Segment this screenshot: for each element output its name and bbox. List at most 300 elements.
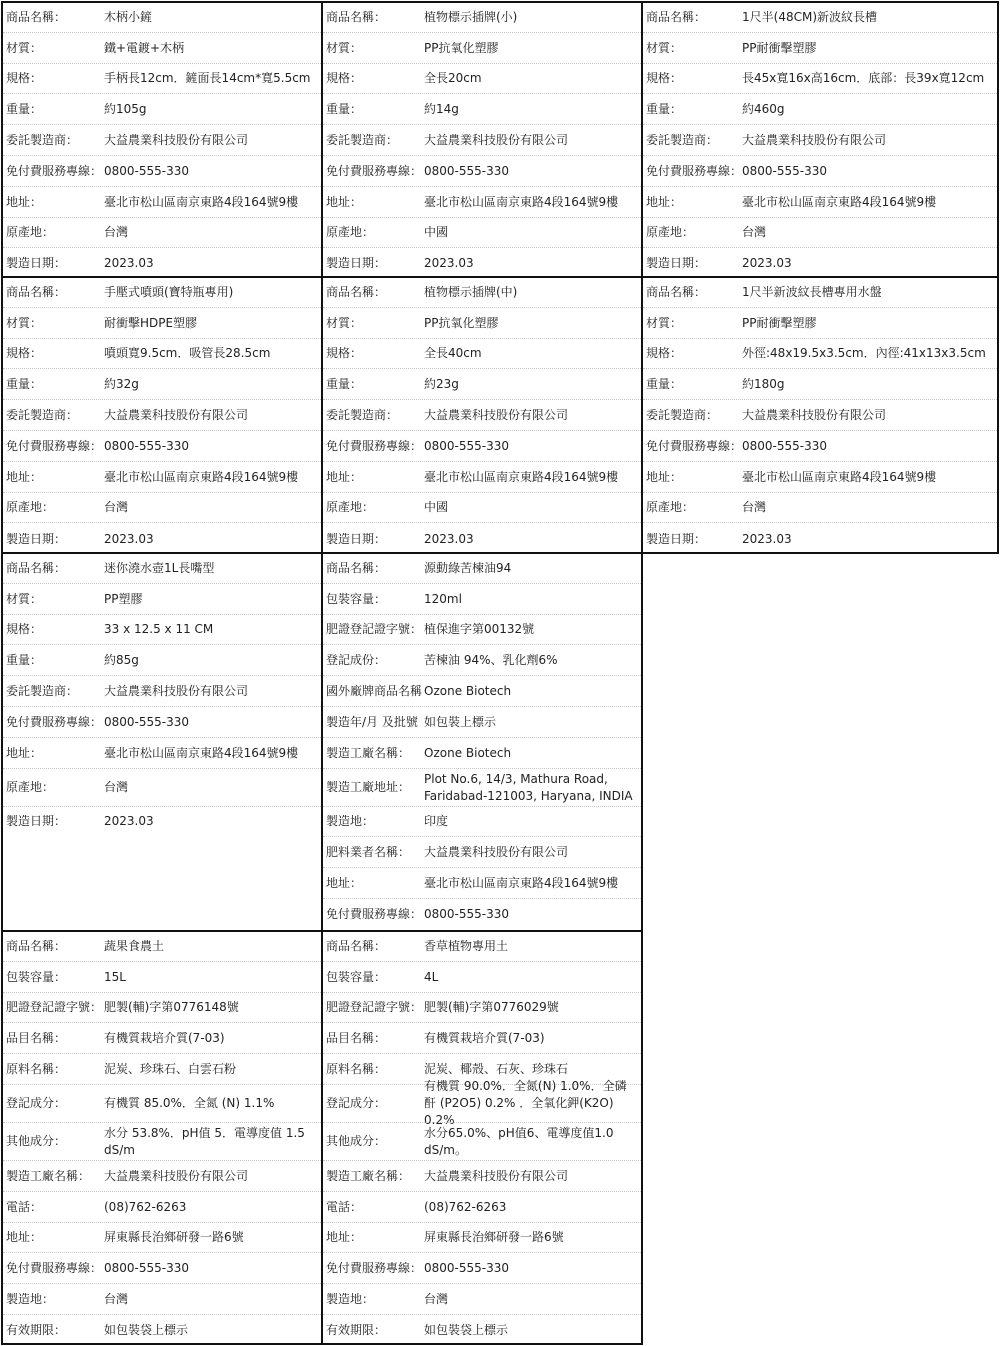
spec-label: 材質： bbox=[326, 40, 363, 55]
spec-value: 大益農業科技股份有限公司 bbox=[104, 1168, 249, 1183]
spec-row bbox=[323, 645, 641, 676]
spec-label: 重量： bbox=[6, 102, 43, 117]
spec-row bbox=[323, 187, 641, 218]
spec-label: 地址： bbox=[326, 469, 363, 484]
spec-value: 印度 bbox=[424, 814, 449, 829]
spec-label: 商品名稱： bbox=[326, 285, 387, 300]
spec-value: 台灣 bbox=[104, 1292, 129, 1307]
spec-row bbox=[323, 584, 641, 615]
spec-row bbox=[323, 962, 641, 993]
spec-row bbox=[3, 1123, 321, 1161]
spec-label: 電話： bbox=[6, 1199, 43, 1214]
spec-row bbox=[643, 400, 997, 431]
spec-value: 0800-555-330 bbox=[104, 714, 190, 729]
spec-label: 商品名稱： bbox=[6, 10, 67, 25]
spec-label: 規格： bbox=[646, 346, 683, 361]
spec-row bbox=[323, 993, 641, 1024]
spec-row bbox=[323, 462, 641, 493]
spec-row bbox=[323, 1253, 641, 1284]
spec-label: 登記成分： bbox=[6, 1096, 67, 1111]
spec-label: 免付費服務專線： bbox=[6, 163, 103, 178]
spec-row bbox=[3, 431, 321, 462]
spec-label: 製造工廠名稱： bbox=[6, 1168, 91, 1183]
spec-label: 製造工廠地址： bbox=[326, 780, 411, 795]
spec-row bbox=[643, 156, 997, 187]
spec-label: 商品名稱： bbox=[646, 10, 707, 25]
spec-row bbox=[3, 1161, 321, 1192]
spec-label: 原產地： bbox=[6, 780, 55, 795]
spec-value: 長45x寬16x高16cm．底部：長39x寬12cm bbox=[742, 71, 985, 86]
spec-value: 33 x 12.5 x 11 CM bbox=[104, 622, 214, 637]
spec-row bbox=[643, 3, 997, 33]
spec-value: 大益農業科技股份有限公司 bbox=[424, 408, 569, 423]
spec-value: (08)762-6263 bbox=[104, 1199, 187, 1214]
spec-value: 木柄小鏟 bbox=[104, 10, 153, 25]
spec-value: 大益農業科技股份有限公司 bbox=[424, 1168, 569, 1183]
spec-value: 植保進字第00132號 bbox=[424, 622, 535, 637]
spec-label: 製造地： bbox=[326, 1292, 375, 1307]
spec-value: 香草植物專用土 bbox=[424, 939, 509, 954]
spec-label: 商品名稱： bbox=[326, 10, 387, 25]
spec-label: 材質： bbox=[646, 40, 683, 55]
spec-label: 製造日期： bbox=[326, 256, 387, 271]
spec-value: 約14g bbox=[424, 102, 459, 117]
spec-label: 品目名稱： bbox=[6, 1031, 67, 1046]
spec-label: 免付費服務專線： bbox=[326, 438, 423, 453]
spec-value: 2023.03 bbox=[104, 814, 154, 829]
spec-row bbox=[323, 1315, 641, 1346]
spec-row bbox=[3, 64, 321, 95]
spec-row bbox=[323, 64, 641, 95]
spec-label: 原產地： bbox=[6, 500, 55, 515]
spec-label: 品目名稱： bbox=[326, 1031, 387, 1046]
spec-label: 免付費服務專線： bbox=[6, 714, 103, 729]
spec-row bbox=[323, 899, 641, 930]
product-card-p7 bbox=[1, 552, 323, 932]
spec-row bbox=[3, 218, 321, 249]
spec-label: 商品名稱： bbox=[326, 939, 387, 954]
spec-value: 臺北市松山區南京東路4段164號9樓 bbox=[424, 876, 619, 891]
spec-label: 材質： bbox=[6, 315, 43, 330]
product-card-p2 bbox=[321, 1, 643, 278]
spec-label: 免付費服務專線： bbox=[326, 906, 423, 921]
spec-value: 植物標示插牌(小) bbox=[424, 10, 518, 25]
spec-row bbox=[643, 278, 997, 308]
spec-row bbox=[323, 125, 641, 156]
spec-row bbox=[323, 1079, 641, 1128]
spec-value: 如包裝袋上標示 bbox=[104, 1322, 189, 1337]
spec-value: 有機質 85.0%．全氮 (N) 1.1% bbox=[104, 1096, 275, 1111]
spec-row bbox=[643, 369, 997, 400]
spec-value: (08)762-6263 bbox=[424, 1199, 507, 1214]
spec-label: 商品名稱： bbox=[646, 285, 707, 300]
spec-label: 肥料業者名稱： bbox=[326, 845, 411, 860]
spec-row bbox=[323, 493, 641, 524]
spec-label: 委託製造商： bbox=[6, 684, 79, 699]
spec-label: 包裝容量： bbox=[326, 591, 387, 606]
spec-row bbox=[323, 369, 641, 400]
spec-label: 規格： bbox=[6, 622, 43, 637]
spec-label: 國外廠牌商品名稱 bbox=[326, 684, 423, 699]
spec-label: 規格： bbox=[646, 71, 683, 86]
spec-label: 其他成分： bbox=[6, 1134, 67, 1149]
spec-value: 0800-555-330 bbox=[424, 163, 510, 178]
spec-row bbox=[643, 493, 997, 524]
spec-value: 2023.03 bbox=[742, 531, 792, 546]
spec-value: 臺北市松山區南京東路4段164號9樓 bbox=[742, 469, 937, 484]
spec-value: 肥製(輔)字第0776148號 bbox=[104, 1000, 239, 1015]
spec-row bbox=[3, 308, 321, 339]
spec-label: 免付費服務專線： bbox=[6, 1261, 103, 1276]
spec-row bbox=[3, 615, 321, 646]
spec-label: 材質： bbox=[6, 591, 43, 606]
spec-label: 免付費服務專線： bbox=[326, 1261, 423, 1276]
spec-label: 有效期限： bbox=[6, 1322, 67, 1337]
spec-value: 0800-555-330 bbox=[424, 906, 510, 921]
spec-label: 原產地： bbox=[326, 225, 375, 240]
spec-value: 0800-555-330 bbox=[104, 163, 190, 178]
spec-value: Ozone Biotech bbox=[424, 745, 512, 760]
spec-value: PP抗氧化塑膠 bbox=[424, 315, 499, 330]
spec-value: 大益農業科技股份有限公司 bbox=[104, 684, 249, 699]
spec-label: 免付費服務專線： bbox=[326, 163, 423, 178]
spec-row bbox=[323, 3, 641, 33]
spec-value: 臺北市松山區南京東路4段164號9樓 bbox=[104, 745, 299, 760]
spec-row bbox=[3, 369, 321, 400]
spec-label: 委託製造商： bbox=[326, 133, 399, 148]
spec-row bbox=[3, 962, 321, 993]
spec-row bbox=[323, 769, 641, 807]
product-card-p9 bbox=[1, 930, 323, 1345]
spec-label: 地址： bbox=[646, 194, 683, 209]
spec-label: 委託製造商： bbox=[646, 408, 719, 423]
spec-row bbox=[643, 248, 997, 279]
spec-row bbox=[3, 523, 321, 555]
spec-value: 1尺半新波紋長槽專用水盤 bbox=[742, 285, 882, 300]
spec-label: 委託製造商： bbox=[6, 408, 79, 423]
spec-value: 約23g bbox=[424, 377, 459, 392]
spec-label: 委託製造商： bbox=[646, 133, 719, 148]
spec-label: 材質： bbox=[6, 40, 43, 55]
spec-value: 臺北市松山區南京東路4段164號9樓 bbox=[104, 194, 299, 209]
spec-label: 製造日期： bbox=[6, 814, 67, 829]
spec-label: 規格： bbox=[326, 71, 363, 86]
spec-row bbox=[3, 462, 321, 493]
spec-row bbox=[3, 1315, 321, 1346]
spec-value: 水分65.0%、pH值6、電導度值1.0 dS/m。 bbox=[424, 1125, 614, 1157]
spec-row bbox=[643, 33, 997, 64]
spec-label: 登記成份： bbox=[326, 653, 387, 668]
spec-value: 臺北市松山區南京東路4段164號9樓 bbox=[424, 469, 619, 484]
spec-label: 肥證登記證字號： bbox=[326, 622, 423, 637]
spec-row bbox=[3, 1192, 321, 1223]
spec-row bbox=[323, 400, 641, 431]
spec-value: 苦楝油 94%、乳化劑6% bbox=[424, 653, 558, 668]
spec-row bbox=[323, 738, 641, 769]
spec-label: 地址： bbox=[326, 876, 363, 891]
spec-value: 全長40cm bbox=[424, 346, 482, 361]
spec-row bbox=[643, 339, 997, 370]
spec-value: 2023.03 bbox=[104, 256, 154, 271]
spec-row bbox=[3, 993, 321, 1024]
spec-label: 電話： bbox=[326, 1199, 363, 1214]
spec-row bbox=[3, 493, 321, 524]
product-card-p4 bbox=[1, 276, 323, 554]
spec-label: 地址： bbox=[326, 194, 363, 209]
spec-row bbox=[3, 769, 321, 807]
spec-row bbox=[3, 707, 321, 738]
spec-value: 肥製(輔)字第0776029號 bbox=[424, 1000, 559, 1015]
spec-label: 商品名稱： bbox=[6, 285, 67, 300]
spec-label: 地址： bbox=[646, 469, 683, 484]
spec-label: 重量： bbox=[6, 377, 43, 392]
spec-value: 約105g bbox=[104, 102, 147, 117]
spec-label: 免付費服務專線： bbox=[6, 438, 103, 453]
spec-label: 地址： bbox=[6, 1230, 43, 1245]
spec-label: 重量： bbox=[6, 653, 43, 668]
spec-row bbox=[323, 1123, 641, 1161]
spec-row bbox=[643, 218, 997, 249]
spec-value: 大益農業科技股份有限公司 bbox=[424, 845, 569, 860]
spec-value: 2023.03 bbox=[742, 256, 792, 271]
spec-row bbox=[3, 1023, 321, 1054]
spec-value: 0800-555-330 bbox=[104, 1261, 190, 1276]
spec-row bbox=[643, 523, 997, 555]
spec-row bbox=[323, 707, 641, 738]
product-card-p6 bbox=[641, 276, 999, 554]
product-card-p8 bbox=[321, 552, 643, 932]
spec-label: 包裝容量： bbox=[326, 969, 387, 984]
spec-label: 免付費服務專線： bbox=[646, 163, 742, 178]
spec-row bbox=[3, 248, 321, 279]
spec-value: 泥炭、椰殼、石灰、珍珠石 bbox=[424, 1062, 569, 1077]
spec-row bbox=[3, 645, 321, 676]
spec-value: 源動綠苦楝油94 bbox=[424, 561, 512, 576]
spec-value: 噴頭寬9.5cm．吸管長28.5cm bbox=[104, 346, 271, 361]
spec-row bbox=[3, 584, 321, 615]
spec-label: 肥證登記證字號： bbox=[326, 1000, 423, 1015]
spec-label: 規格： bbox=[6, 346, 43, 361]
spec-value: 大益農業科技股份有限公司 bbox=[424, 133, 569, 148]
spec-label: 免付費服務專線： bbox=[646, 438, 742, 453]
spec-value: 15L bbox=[104, 969, 126, 984]
spec-row bbox=[3, 156, 321, 187]
spec-label: 登記成分： bbox=[326, 1096, 387, 1111]
spec-row bbox=[3, 3, 321, 33]
spec-label: 製造日期： bbox=[646, 256, 707, 271]
spec-row bbox=[323, 1192, 641, 1223]
spec-row bbox=[323, 156, 641, 187]
spec-row bbox=[323, 308, 641, 339]
spec-label: 委託製造商： bbox=[326, 408, 399, 423]
spec-label: 製造工廠名稱： bbox=[326, 1168, 411, 1183]
spec-value: 蔬果食農土 bbox=[104, 939, 165, 954]
spec-label: 其他成分： bbox=[326, 1134, 387, 1149]
spec-value: 臺北市松山區南京東路4段164號9樓 bbox=[104, 469, 299, 484]
spec-value: 台灣 bbox=[104, 225, 129, 240]
spec-row bbox=[323, 807, 641, 838]
spec-value: 0800-555-330 bbox=[742, 438, 828, 453]
spec-value: 屏東縣長治鄉研發一路6號 bbox=[104, 1230, 244, 1245]
spec-label: 地址： bbox=[326, 1230, 363, 1245]
spec-label: 有效期限： bbox=[326, 1322, 387, 1337]
spec-row bbox=[323, 615, 641, 646]
spec-value: 0800-555-330 bbox=[742, 163, 828, 178]
spec-label: 地址： bbox=[6, 745, 43, 760]
spec-value: 泥炭、珍珠石、白雲石粉 bbox=[104, 1062, 237, 1077]
spec-value: Ozone Biotech bbox=[424, 684, 512, 699]
spec-value: PP塑膠 bbox=[104, 591, 143, 606]
product-card-p10 bbox=[321, 930, 643, 1345]
spec-value: 0800-555-330 bbox=[424, 1261, 510, 1276]
spec-row bbox=[323, 248, 641, 279]
spec-label: 製造日期： bbox=[646, 531, 707, 546]
spec-row bbox=[323, 932, 641, 962]
spec-label: 製造工廠名稱： bbox=[326, 745, 411, 760]
spec-row bbox=[323, 523, 641, 555]
spec-row bbox=[3, 125, 321, 156]
spec-value: 約32g bbox=[104, 377, 139, 392]
spec-row bbox=[3, 1253, 321, 1284]
spec-value: 如包裝袋上標示 bbox=[424, 1322, 509, 1337]
spec-label: 地址： bbox=[6, 194, 43, 209]
spec-value: 台灣 bbox=[424, 1292, 449, 1307]
spec-value: 2023.03 bbox=[424, 256, 474, 271]
spec-row bbox=[3, 1223, 321, 1254]
spec-value: 大益農業科技股份有限公司 bbox=[104, 133, 249, 148]
spec-value: 全長20cm bbox=[424, 71, 482, 86]
spec-value: 約460g bbox=[742, 102, 785, 117]
spec-row bbox=[323, 218, 641, 249]
product-card-p3 bbox=[641, 1, 999, 278]
spec-row bbox=[323, 1284, 641, 1315]
spec-value: 手壓式噴頭(寶特瓶專用) bbox=[104, 285, 234, 300]
spec-value: 臺北市松山區南京東路4段164號9樓 bbox=[742, 194, 937, 209]
spec-value: 2023.03 bbox=[424, 531, 474, 546]
spec-label: 商品名稱： bbox=[6, 561, 67, 576]
spec-label: 製造日期： bbox=[6, 531, 67, 546]
spec-label: 原產地： bbox=[6, 225, 55, 240]
spec-row bbox=[643, 431, 997, 462]
spec-label: 材質： bbox=[646, 315, 683, 330]
spec-row bbox=[323, 837, 641, 868]
spec-row bbox=[323, 1161, 641, 1192]
spec-row bbox=[3, 554, 321, 584]
spec-label: 規格： bbox=[326, 346, 363, 361]
spec-label: 規格： bbox=[6, 71, 43, 86]
spec-label: 原產地： bbox=[326, 500, 375, 515]
spec-value: 屏東縣長治鄉研發一路6號 bbox=[424, 1230, 564, 1245]
spec-row bbox=[643, 125, 997, 156]
spec-row bbox=[3, 400, 321, 431]
spec-row bbox=[323, 278, 641, 308]
product-card-p5 bbox=[321, 276, 643, 554]
spec-row bbox=[3, 187, 321, 218]
spec-value: 耐衝擊HDPE塑膠 bbox=[104, 315, 198, 330]
spec-row bbox=[3, 278, 321, 308]
spec-row bbox=[3, 1054, 321, 1085]
spec-row bbox=[323, 94, 641, 125]
spec-row bbox=[3, 94, 321, 125]
spec-value: 台灣 bbox=[104, 780, 129, 795]
spec-value: 台灣 bbox=[742, 225, 767, 240]
spec-label: 原產地： bbox=[646, 500, 695, 515]
spec-row bbox=[323, 339, 641, 370]
spec-value: 台灣 bbox=[742, 500, 767, 515]
spec-value: 4L bbox=[424, 969, 439, 984]
spec-label: 原產地： bbox=[646, 225, 695, 240]
spec-value: PP抗氧化塑膠 bbox=[424, 40, 499, 55]
spec-value: 大益農業科技股份有限公司 bbox=[742, 408, 887, 423]
spec-label: 製造地： bbox=[326, 814, 375, 829]
spec-label: 肥證登記證字號： bbox=[6, 1000, 103, 1015]
spec-row bbox=[3, 807, 321, 838]
spec-row bbox=[3, 339, 321, 370]
spec-value: 有機質 90.0%．全氮(N) 1.0%．全磷酐 (P2O5) 0.2% ．全氧化鉀(K2O) 0.2% bbox=[424, 1079, 627, 1128]
spec-label: 重量： bbox=[646, 377, 683, 392]
spec-label: 委託製造商： bbox=[6, 133, 79, 148]
spec-value: 1尺半(48CM)新波紋長槽 bbox=[742, 10, 878, 25]
spec-value: 0800-555-330 bbox=[104, 438, 190, 453]
spec-value: 約85g bbox=[104, 653, 139, 668]
spec-row bbox=[643, 94, 997, 125]
spec-row bbox=[3, 676, 321, 707]
spec-label: 製造日期： bbox=[6, 256, 67, 271]
spec-row bbox=[3, 1284, 321, 1315]
spec-label: 原料名稱： bbox=[6, 1062, 67, 1077]
spec-row bbox=[323, 868, 641, 899]
spec-value: 迷你澆水壺1L長嘴型 bbox=[104, 561, 215, 576]
spec-label: 商品名稱： bbox=[326, 561, 387, 576]
spec-label: 原料名稱： bbox=[326, 1062, 387, 1077]
spec-row bbox=[3, 33, 321, 64]
spec-label: 材質： bbox=[326, 315, 363, 330]
spec-value: 水分 53.8%．pH值 5．電導度值 1.5 dS/m bbox=[104, 1125, 305, 1157]
spec-row bbox=[323, 431, 641, 462]
spec-value: 如包裝上標示 bbox=[424, 714, 497, 729]
spec-label: 商品名稱： bbox=[6, 939, 67, 954]
spec-value: Plot No.6, 14/3, Mathura Road, Faridabad-121003, Haryana, INDIA bbox=[424, 771, 633, 803]
spec-value: 鐵+電鍍+木柄 bbox=[104, 40, 185, 55]
spec-row bbox=[3, 738, 321, 769]
spec-value: PP耐衝擊塑膠 bbox=[742, 315, 817, 330]
spec-row bbox=[3, 1085, 321, 1123]
spec-label: 重量： bbox=[326, 377, 363, 392]
spec-value: 約180g bbox=[742, 377, 785, 392]
spec-row bbox=[3, 932, 321, 962]
spec-value: 2023.03 bbox=[104, 531, 154, 546]
spec-value: 0800-555-330 bbox=[424, 438, 510, 453]
spec-value: 中國 bbox=[424, 500, 449, 515]
spec-value: 有機質栽培介質(7-03) bbox=[424, 1031, 545, 1046]
spec-value: 中國 bbox=[424, 225, 449, 240]
spec-row bbox=[643, 462, 997, 493]
spec-value: 台灣 bbox=[104, 500, 129, 515]
spec-value: 植物標示插牌(中) bbox=[424, 285, 518, 300]
spec-label: 製造地： bbox=[6, 1292, 55, 1307]
spec-row bbox=[323, 1023, 641, 1054]
spec-row bbox=[643, 308, 997, 339]
spec-label: 地址： bbox=[6, 469, 43, 484]
product-card-p1 bbox=[1, 1, 323, 278]
spec-label: 重量： bbox=[326, 102, 363, 117]
spec-label: 製造日期： bbox=[326, 531, 387, 546]
spec-value: PP耐衝擊塑膠 bbox=[742, 40, 817, 55]
spec-row bbox=[323, 554, 641, 584]
spec-label: 包裝容量： bbox=[6, 969, 67, 984]
spec-row bbox=[323, 33, 641, 64]
spec-row bbox=[323, 676, 641, 707]
